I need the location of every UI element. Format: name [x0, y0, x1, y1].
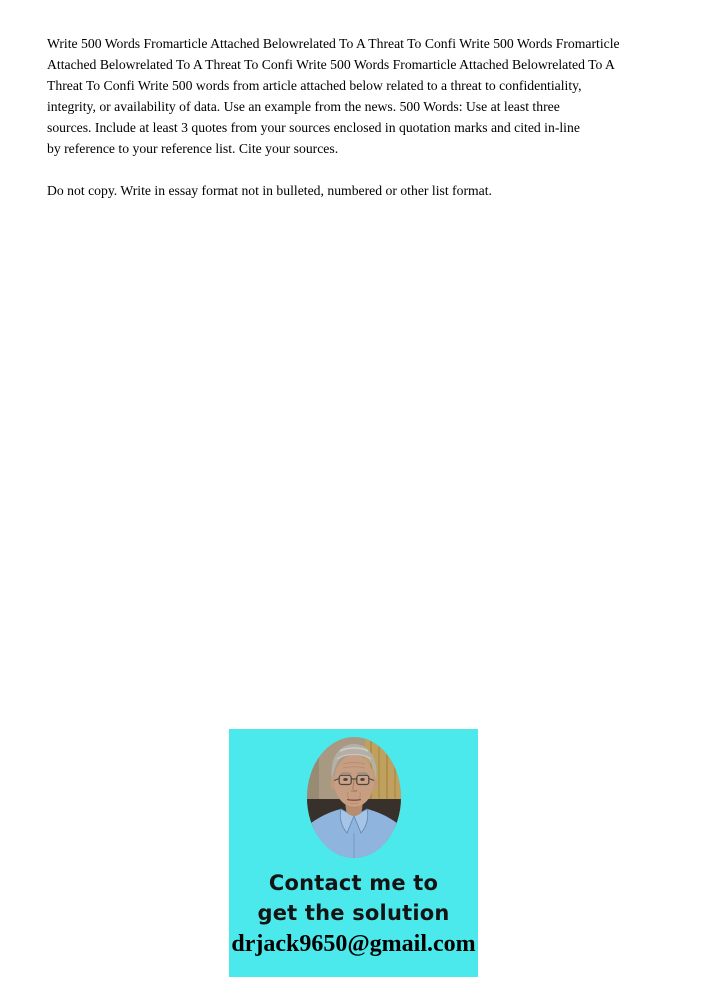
assignment-text-line: by reference to your reference list. Cite your sources.: [47, 141, 339, 156]
portrait-photo: [307, 737, 401, 858]
contact-card: [229, 729, 478, 977]
assignment-note: Do not copy. Write in essay format not in bulleted, numbered or other list format.: [47, 183, 492, 198]
assignment-text-line: Attached Belowrelated To A Threat To Confi Write 500 Words Fromarticle Attached Belowrelated To A: [47, 57, 615, 72]
assignment-text-line: sources. Include at least 3 quotes from your sources enclosed in quotation marks and cited in-line: [47, 120, 580, 135]
assignment-text-line: Write 500 Words Fromarticle Attached Belowrelated To A Threat To Confi Write 500 Words Fromarticle: [47, 36, 620, 51]
contact-heading-line1: Contact me to: [268, 871, 439, 895]
assignment-text-line: integrity, or availability of data. Use an example from the news. 500 Words: Use at least three: [47, 99, 560, 114]
assignment-text: [47, 33, 665, 201]
assignment-text-line: Threat To Confi Write 500 words from article attached below related to a threat to confidentiality,: [47, 78, 582, 93]
contact-heading-line2: get the solution: [257, 901, 450, 925]
contact-email: drjack9650@gmail.com: [231, 931, 476, 957]
